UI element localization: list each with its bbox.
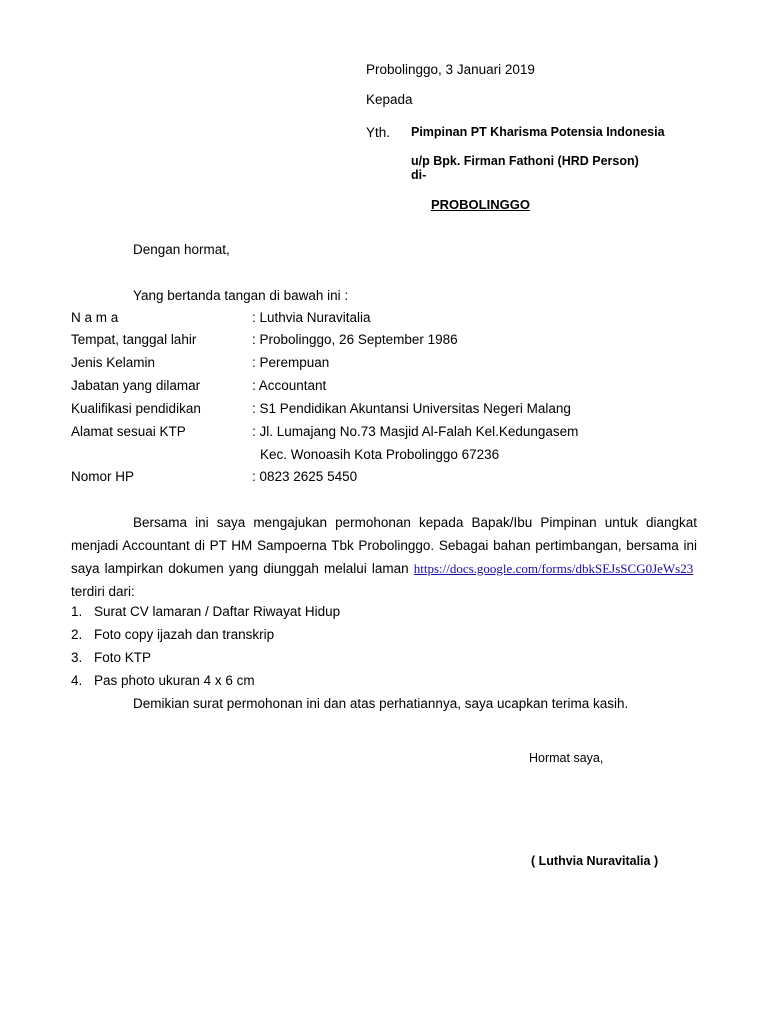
attachment-number: 1.: [71, 604, 83, 619]
attachment-number: 3.: [71, 650, 83, 665]
greeting: Dengan hormat,: [133, 242, 230, 257]
field-label-nama: N a m a: [71, 310, 119, 325]
kepada-label: Kepada: [366, 92, 413, 107]
field-value-address-line-2: Kec. Wonoasih Kota Probolinggo 67236: [260, 447, 500, 462]
field-value-education: : S1 Pendidikan Akuntansi Universitas Negeri Malang: [252, 401, 571, 416]
recipient-line-1: Pimpinan PT Kharisma Potensia Indonesia: [411, 125, 665, 139]
field-value-position: : Accountant: [252, 378, 327, 393]
yth-label: Yth.: [366, 125, 391, 140]
body-paragraph: [71, 511, 697, 603]
field-label-gender: Jenis Kelamin: [71, 355, 156, 370]
recipient-city: PROBOLINGGO: [431, 197, 530, 212]
attachment-item: Foto copy ijazah dan transkrip: [94, 627, 275, 642]
field-label-education: Kualifikasi pendidikan: [71, 401, 201, 416]
attachment-item: Foto KTP: [94, 650, 152, 665]
field-label-ttl: Tempat, tanggal lahir: [71, 332, 197, 347]
di-label: di-: [411, 168, 427, 182]
field-value-phone: : 0823 2625 5450: [252, 469, 358, 484]
signature-name: ( Luthvia Nuravitalia ): [531, 854, 659, 868]
signoff: Hormat saya,: [529, 751, 604, 765]
closing-sentence: Demikian surat permohonan ini dan atas perhatiannya, saya ucapkan terima kasih.: [133, 696, 629, 711]
attachment-number: 4.: [71, 673, 83, 688]
field-value-address: : Jl. Lumajang No.73 Masjid Al-Falah Kel.Kedungasem: [252, 424, 579, 439]
attachment-item: Pas photo ukuran 4 x 6 cm: [94, 673, 255, 688]
field-label-phone: Nomor HP: [71, 469, 135, 484]
attachment-number: 2.: [71, 627, 83, 642]
place-date: Probolinggo, 3 Januari 2019: [366, 62, 535, 77]
recipient-line-2: u/p Bpk. Firman Fathoni (HRD Person): [411, 154, 639, 168]
body-after-link: terdiri dari:: [71, 584, 135, 599]
field-value-nama: : Luthvia Nuravitalia: [252, 310, 371, 325]
field-value-gender: : Perempuan: [252, 355, 330, 370]
field-label-address: Alamat sesuai KTP: [71, 424, 186, 439]
upload-link[interactable]: https://docs.google.com/forms/dbkSEJsSCG0JeWs23: [413, 561, 694, 576]
field-label-position: Jabatan yang dilamar: [71, 378, 201, 393]
body-text: Bersama ini saya mengajukan permohonan kepada Bapak/Ibu Pimpinan untuk diangkat menjadi Accountant di PT HM Sampoerna Tbk Probolinggo. Sebagai bahan pertimbangan, bersama ini saya lampirkan dokumen yang diunggah melalui laman: [71, 515, 697, 576]
field-value-ttl: : Probolinggo, 26 September 1986: [252, 332, 458, 347]
attachment-item: Surat CV lamaran / Daftar Riwayat Hidup: [94, 604, 341, 619]
intro-line: Yang bertanda tangan di bawah ini :: [133, 288, 349, 303]
